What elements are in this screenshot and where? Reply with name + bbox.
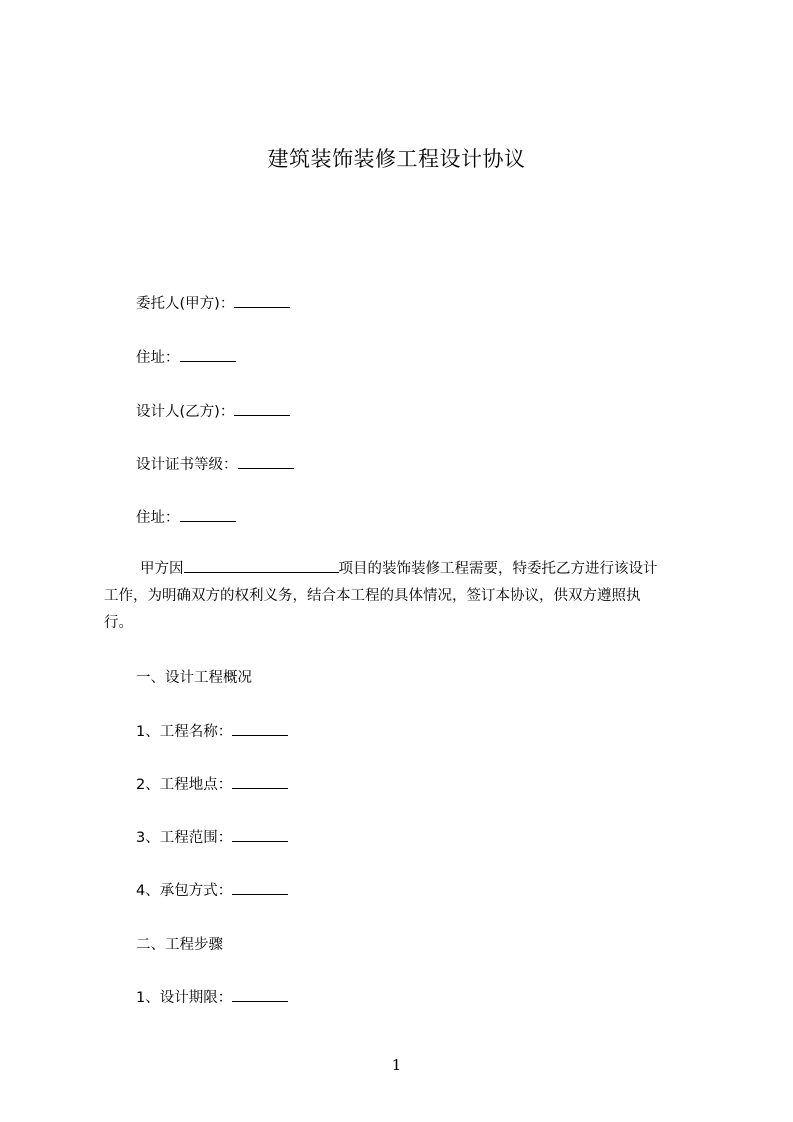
field-client-address [136,346,236,367]
section-1-item-3-blank [232,829,288,842]
intro-line-1 [104,556,704,583]
field-client-blank [234,295,290,308]
document-title: 建筑装饰装修工程设计协议 [267,147,526,171]
section-1-item-4 [136,879,288,900]
field-client-address-label: 住址： [136,350,180,366]
section-2-item-1-label: 1、设计期限： [136,990,233,1006]
section-1-item-1-label: 1、工程名称： [136,724,233,740]
field-designer-address-blank [180,509,236,522]
field-designer-blank [234,403,290,416]
section-1-item-3-label: 3、工程范围： [136,830,233,846]
section-2-heading: 二、工程步骤 [136,937,223,953]
field-client-label: 委托人(甲方)： [136,296,235,312]
field-client-address-blank [180,349,236,362]
section-1-item-2-blank [232,776,288,789]
section-1-item-4-label: 4、承包方式： [136,883,233,899]
section-1-item-2 [136,773,288,794]
section-1-item-1-blank [232,723,288,736]
field-client [136,292,290,313]
intro-line-3: 行。 [104,615,133,631]
project-name-blank [184,560,339,573]
page-number: 1 [391,1056,402,1074]
intro-part-1: 甲方因 [140,561,184,577]
intro-part-2: 项目的装饰装修工程需要，特委托乙方进行该设计 [338,561,658,577]
section-2-item-1-blank [232,989,288,1002]
field-designer-address [136,506,236,527]
intro-paragraph [104,556,704,637]
field-cert-level-label: 设计证书等级： [136,457,238,473]
section-1-item-3 [136,826,288,847]
section-1-item-1 [136,720,288,741]
section-1-item-4-blank [232,882,288,895]
section-1-heading: 一、设计工程概况 [136,670,252,686]
intro-line-2: 工作，为明确双方的权利义务，结合本工程的具体情况，签订本协议，供双方遵照执 [104,588,641,604]
section-1-item-2-label: 2、工程地点： [136,777,233,793]
field-designer [136,400,290,421]
field-cert-level-blank [238,456,294,469]
field-designer-address-label: 住址： [136,510,180,526]
section-2-item-1 [136,986,288,1007]
field-cert-level [136,453,294,474]
field-designer-label: 设计人(乙方)： [136,404,235,420]
